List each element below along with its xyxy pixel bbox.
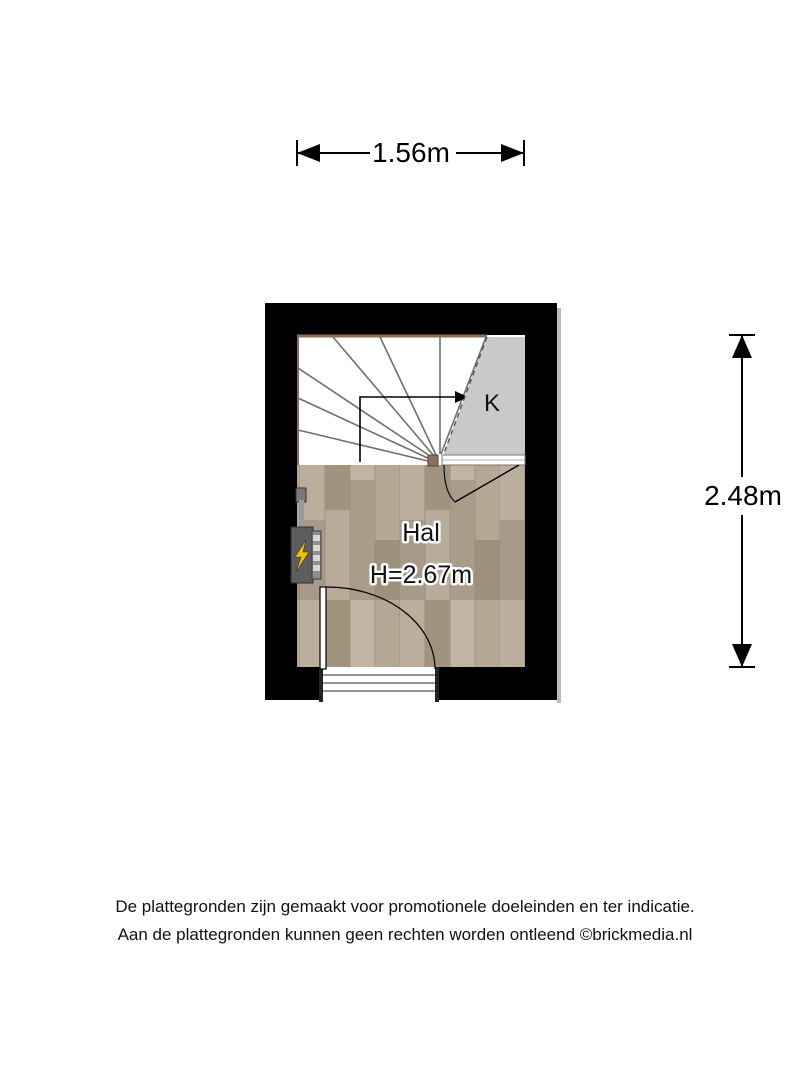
width-dimension-label: 1.56m [372, 137, 450, 168]
hall-name-label: Hal [402, 519, 440, 547]
disclaimer-line-1: De plattegronden zijn gemaakt voor promotionele doeleinden en ter indicatie. [115, 897, 695, 916]
meter-cabinet-knob-3 [313, 555, 320, 561]
width-dimension-right-arrow [501, 144, 524, 162]
wall-shadow [557, 308, 561, 703]
stair-newel-post [428, 455, 438, 466]
height-dimension-label: 2.48m [704, 480, 782, 511]
height-dimension-bottom-arrow [732, 644, 752, 667]
front-door-frame-left [319, 667, 323, 702]
disclaimer-line-2: Aan de plattegronden kunnen geen rechten worden ontleend ©brickmedia.nl [117, 925, 693, 944]
front-door-threshold [319, 667, 439, 702]
meter-cabinet-knob-2 [313, 545, 320, 551]
front-door-frame-right [435, 667, 439, 702]
width-dimension [297, 137, 524, 168]
height-dimension [704, 335, 782, 667]
meter-cabinet-pipe [299, 500, 304, 528]
meter-cabinet-pipe-top [296, 488, 306, 502]
disclaimer-footer [0, 893, 810, 949]
closet-label: K [483, 390, 501, 417]
meter-cabinet-knob-1 [313, 535, 320, 541]
meter-cabinet-knob-4 [313, 565, 320, 571]
width-dimension-left-arrow [297, 144, 320, 162]
front-door-leaf [320, 587, 326, 669]
height-dimension-top-arrow [732, 335, 752, 358]
hall-height-label: H=2.67m [369, 561, 473, 589]
